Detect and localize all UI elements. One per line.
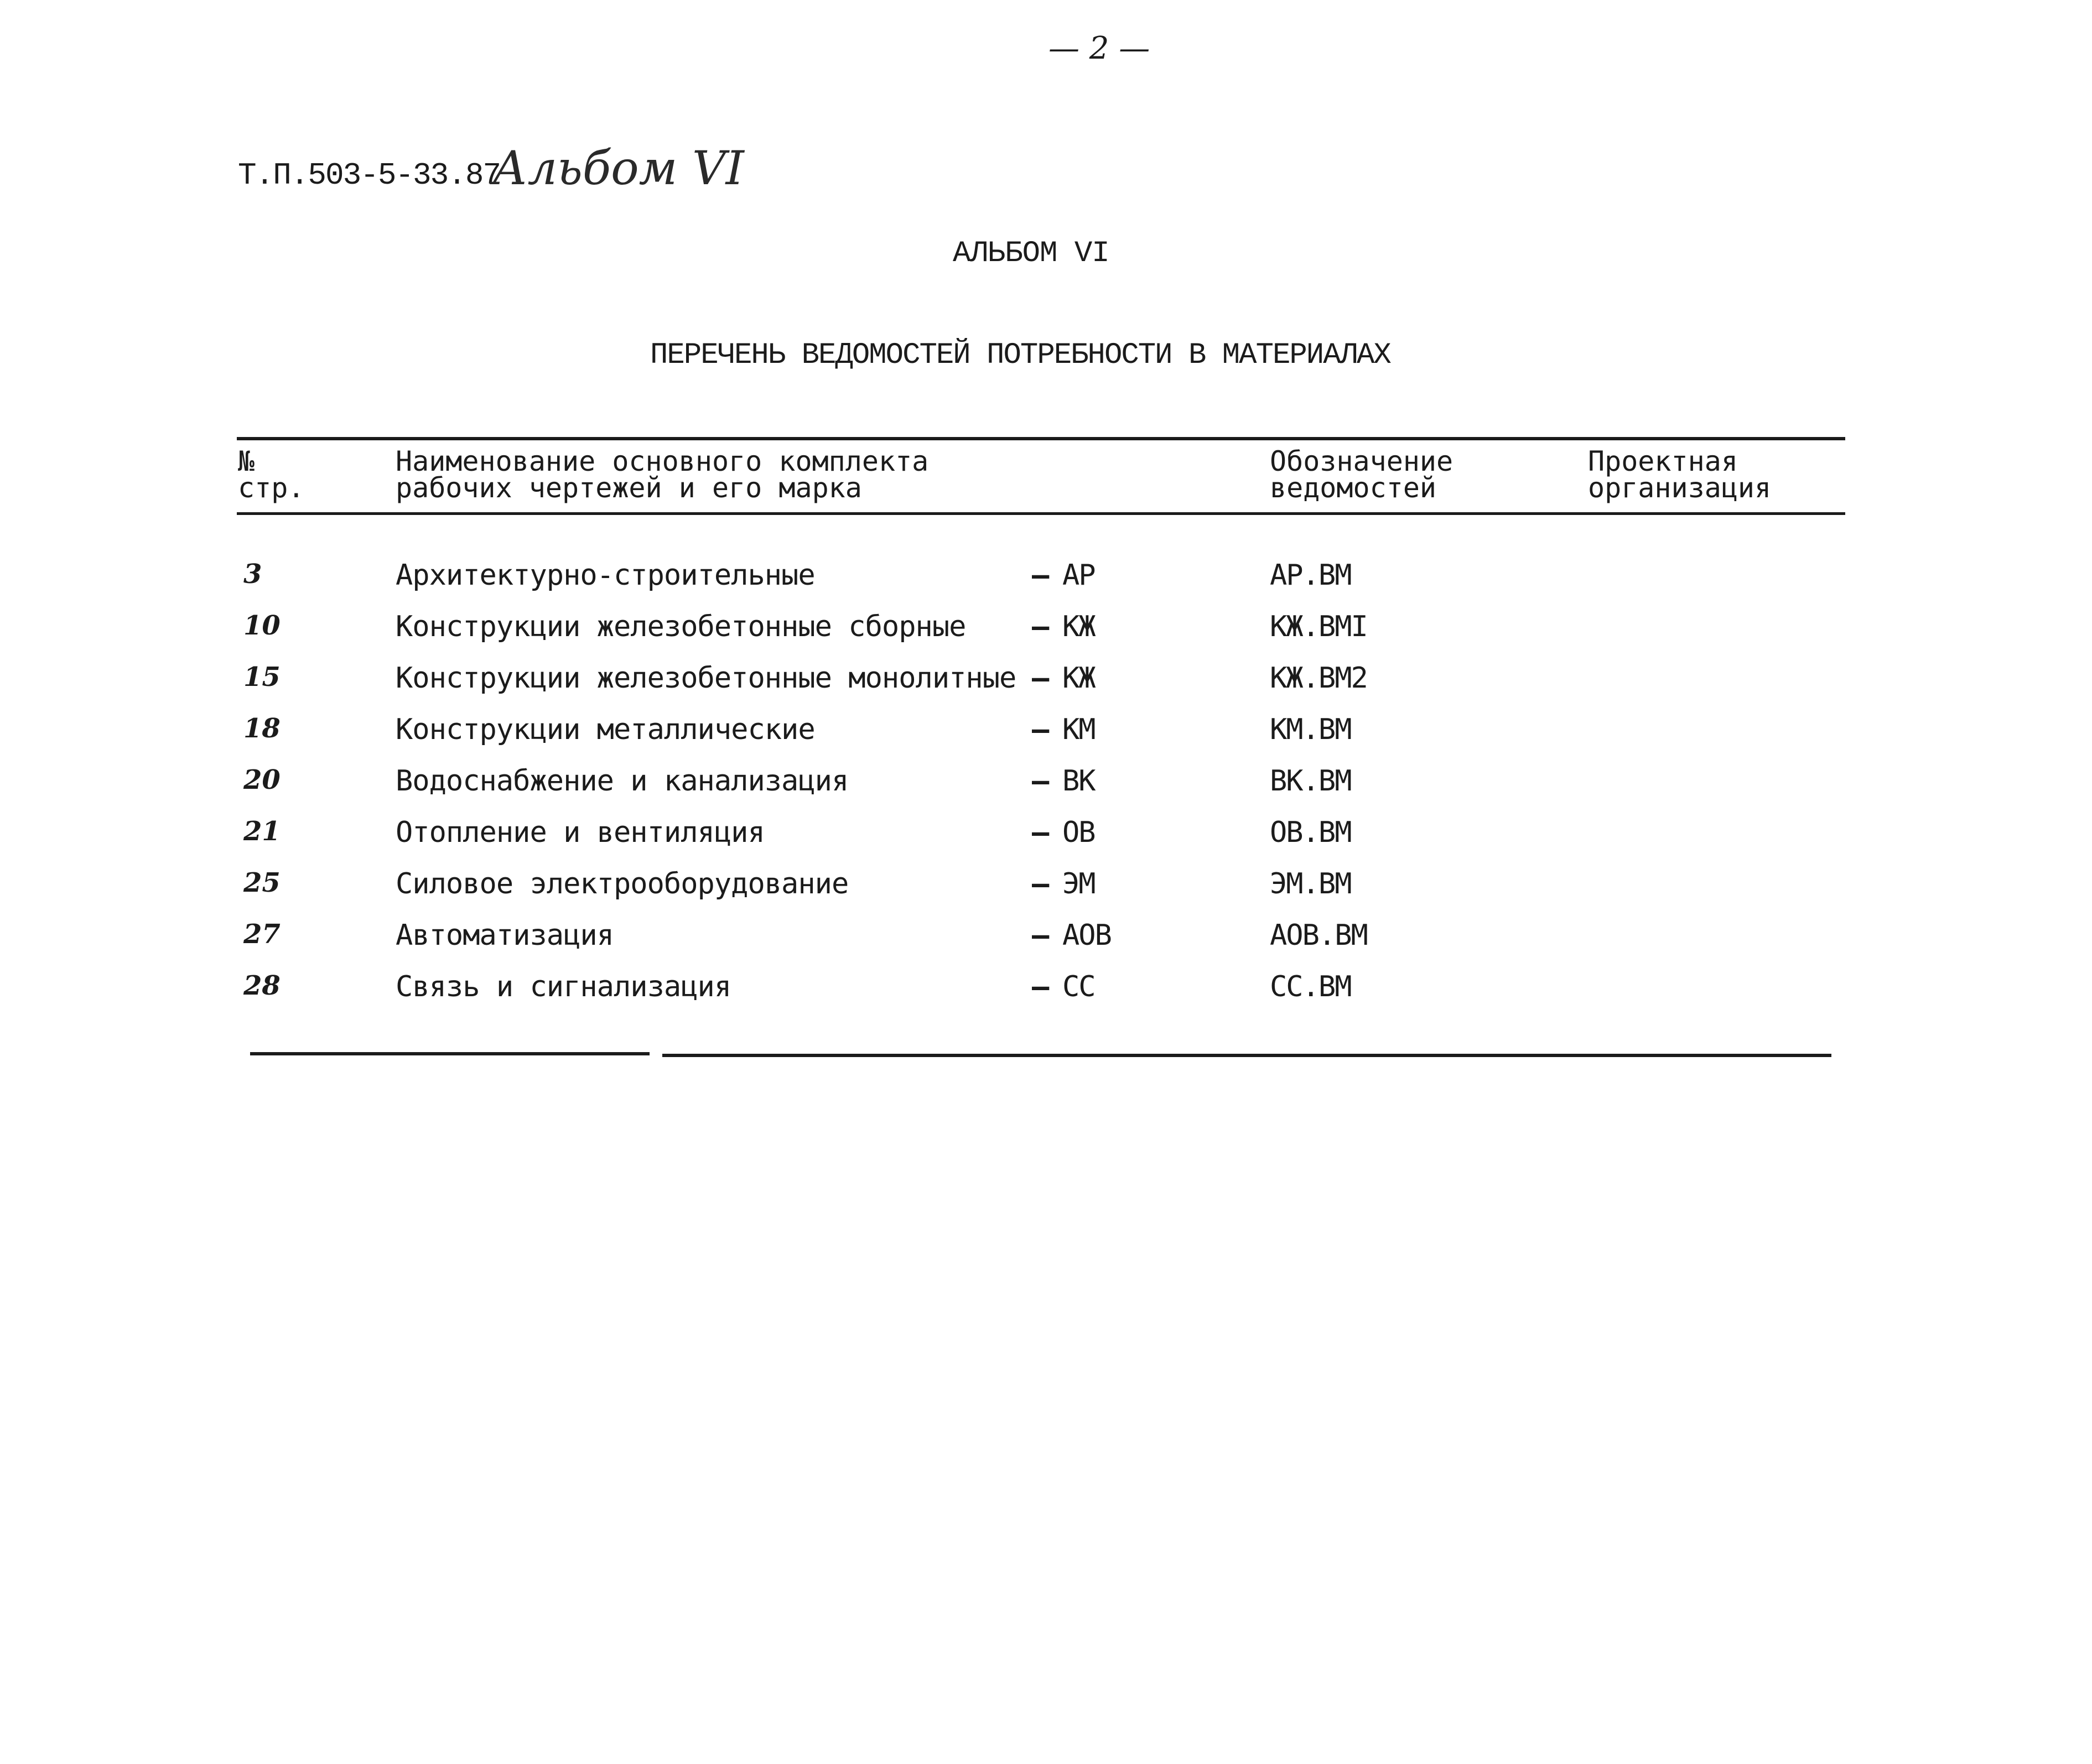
row-mark: ЭМ	[1062, 867, 1095, 901]
header-name	[396, 445, 929, 504]
row-name: Силовое электрооборудование	[396, 867, 849, 901]
row-mark: СС	[1062, 970, 1095, 1003]
row-page: 15	[243, 662, 281, 693]
table-row	[0, 970, 2092, 1014]
row-mark: КЖ	[1062, 662, 1095, 695]
document-code: Т.П.503-5-33.87	[238, 158, 501, 193]
row-mark: КЖ	[1062, 610, 1095, 643]
row-page: 10	[243, 610, 281, 641]
main-title: ПЕРЕЧЕНЬ ВЕДОМОСТЕЙ ПОТРЕБНОСТИ В МАТЕРИАЛАХ	[650, 339, 1390, 372]
table-bottom-rule-left	[250, 1052, 650, 1055]
row-dash: –	[1032, 816, 1050, 849]
header-page-line-1: №	[238, 445, 255, 477]
row-designation: КЖ.ВМ2	[1270, 662, 1367, 695]
header-page	[238, 445, 305, 504]
row-page: 27	[243, 919, 281, 950]
row-designation: СС.ВМ	[1270, 970, 1351, 1003]
row-page: 28	[243, 970, 281, 1001]
row-designation: ВК.ВМ	[1270, 764, 1351, 798]
row-name: Конструкции железобетонные сборные	[396, 610, 966, 643]
row-designation: КМ.ВМ	[1270, 713, 1351, 746]
table-bottom-rule-right	[662, 1054, 1831, 1057]
table-row	[0, 867, 2092, 912]
row-name: Конструкции металлические	[396, 713, 815, 746]
header-org-line-1: Проектная	[1588, 445, 1738, 477]
header-designation	[1270, 445, 1454, 504]
row-name: Водоснабжение и канализация	[396, 764, 849, 798]
row-page: 3	[243, 559, 262, 590]
row-dash: –	[1032, 559, 1050, 592]
row-page: 18	[243, 713, 281, 744]
row-designation: КЖ.ВМI	[1270, 610, 1367, 643]
row-designation: АОВ.ВМ	[1270, 919, 1367, 952]
header-designation-line-1: Обозначение	[1270, 445, 1454, 477]
row-dash: –	[1032, 662, 1050, 695]
row-name: Конструкции железобетонные монолитные	[396, 662, 1016, 695]
table-row	[0, 919, 2092, 963]
table-top-rule	[237, 437, 1845, 440]
row-dash: –	[1032, 610, 1050, 643]
table-row	[0, 713, 2092, 757]
row-dash: –	[1032, 919, 1050, 952]
row-name: Связь и сигнализация	[396, 970, 731, 1003]
row-designation: ЭМ.ВМ	[1270, 867, 1351, 901]
row-mark: ОВ	[1062, 816, 1095, 849]
row-dash: –	[1032, 867, 1050, 901]
row-page: 20	[243, 764, 281, 795]
table-row	[0, 764, 2092, 809]
header-name-line-1: Наименование основного комплекта	[396, 445, 929, 477]
row-name: Отопление и вентиляция	[396, 816, 765, 849]
header-page-line-2: стр.	[238, 472, 305, 504]
header-designation-line-2: ведомостей	[1270, 472, 1437, 504]
row-mark: КМ	[1062, 713, 1095, 746]
header-org-line-2: организация	[1588, 472, 1772, 504]
album-title: АЛЬБОМ VI	[953, 237, 1109, 270]
row-dash: –	[1032, 713, 1050, 746]
header-name-line-2: рабочих чертежей и его марка	[396, 472, 862, 504]
table-row	[0, 662, 2092, 706]
table-row	[0, 816, 2092, 860]
page-number: — 2 —	[1048, 30, 1150, 66]
table-row	[0, 610, 2092, 654]
row-mark: АР	[1062, 559, 1095, 592]
row-designation: АР.ВМ	[1270, 559, 1351, 592]
handwritten-note: Альбом VI	[492, 141, 744, 195]
header-org	[1588, 445, 1772, 504]
row-mark: АОВ	[1062, 919, 1111, 952]
table-row	[0, 559, 2092, 603]
row-page: 25	[243, 867, 281, 898]
row-name: Архитектурно-строительные	[396, 559, 815, 592]
row-designation: ОВ.ВМ	[1270, 816, 1351, 849]
row-page: 21	[243, 816, 281, 847]
table-header-rule	[237, 512, 1845, 515]
row-dash: –	[1032, 764, 1050, 798]
row-name: Автоматизация	[396, 919, 614, 952]
row-mark: ВК	[1062, 764, 1095, 798]
row-dash: –	[1032, 970, 1050, 1003]
